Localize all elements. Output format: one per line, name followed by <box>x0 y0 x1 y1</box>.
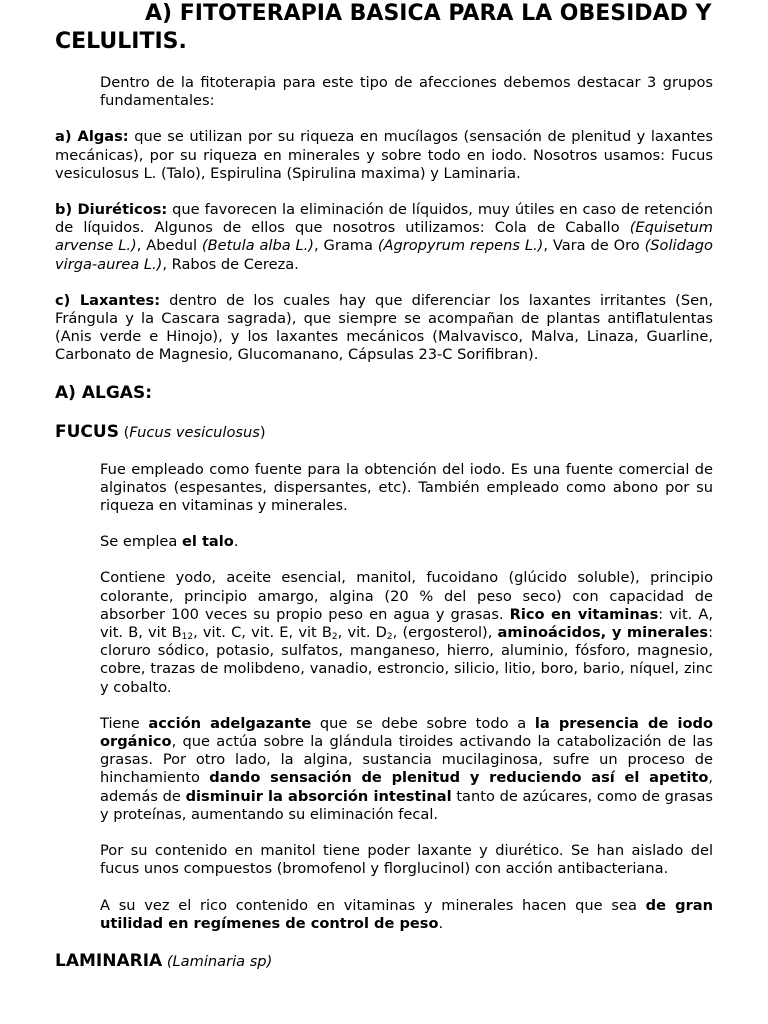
group-laxantes-label: c) Laxantes: <box>55 291 161 309</box>
group-diureticos-paragraph <box>55 201 713 274</box>
intro-paragraph: Dentro de la fitoterapia para este tipo de afecciones debemos destacar 3 grupos fundamentales: <box>100 74 713 110</box>
latin-name-agropyrum: (Agropyrum repens L.) <box>377 237 544 255</box>
emphasis-control-de-peso: de gran utilidad en regímenes de control de peso <box>100 896 714 932</box>
emphasis-el-talo: el talo <box>181 533 234 551</box>
group-diureticos-text-2: , Abedul <box>136 237 202 255</box>
latin-name-laminaria: (Laminaria sp) <box>162 952 273 970</box>
group-diureticos-text-3: , Grama <box>314 237 378 255</box>
fucus-paragraph-2: Se emplea el talo. <box>100 533 239 551</box>
section-heading-algas: A) ALGAS: <box>55 382 152 403</box>
fucus-paragraph-utility: A su vez el rico contenido en vitaminas y minerales hacen que sea de gran utilidad en regímenes de control de peso. <box>100 896 714 932</box>
fucus-paragraph-manitol: Por su contenido en manitol tiene poder laxante y diurético. Se han aislado del fucus unos compuestos (bromofenol y florglucinol) con acción antibacteriana. <box>100 842 713 878</box>
fucus-paragraph-1: Fue empleado como fuente para la obtención del iodo. Es una fuente comercial de alginatos (espesantes, dispersantes, etc). También empleado como abono por su riqueza en vitaminas y minerales. <box>100 460 713 515</box>
plant-name-laminaria: LAMINARIA <box>55 950 163 971</box>
emphasis-rico-en-vitaminas: Rico en vitaminas <box>509 605 659 623</box>
group-algas-label: a) Algas: <box>55 128 129 146</box>
plant-name-fucus: FUCUS <box>55 421 119 442</box>
emphasis-accion-adelgazante: acción adelgazante <box>148 714 312 732</box>
emphasis-disminuir-absorcion: disminuir la absorción intestinal <box>185 787 452 805</box>
group-diureticos-label: b) Diuréticos: <box>55 201 168 219</box>
latin-name-fucus: Fucus vesiculosus <box>129 423 260 441</box>
group-diureticos-text-5: , Rabos de Cereza. <box>162 255 299 273</box>
group-diureticos-text-1: que favorecen la eliminación de líquidos, muy útiles en caso de retención de líquidos. Algunos de ellos que nosotros utilizamos: Cola de Caballo <box>55 201 713 237</box>
group-laxantes-paragraph <box>55 292 713 365</box>
fucus-paragraph-action: Tiene acción adelgazante que se debe sobre todo a la presencia de iodo orgánico, que actúa sobre la glándula tiroides activando la catabolización de las grasas. Por otro lado, la algina, sustancia mucilaginosa, sufre un proceso de hinchamiento dando sensación de plenitud y reduciendo así el apetito, además de disminuir la absorción intestinal tanto de azúcares, como de grasas y proteínas, aumentando su eliminación fecal. <box>100 714 714 823</box>
group-diureticos-text-4: , Vara de Oro <box>543 237 645 255</box>
latin-name-equisetum: (Equisetum arvense L.) <box>55 219 713 255</box>
plant-heading-laminaria <box>55 950 713 973</box>
group-laxantes-text: dentro de los cuales hay que diferenciar los laxantes irritantes (Sen, Frángula y la Cascara sagrada), que siempre se acompañan de plantas antiflatulentas (Anis verde e Hinojo), y los laxantes mecánicos (Malvavisco, Malva, Linaza, Guarline, Carbonato de Magnesio, Glucomanano, Cápsulas 23-C Sorifibran). <box>55 291 713 364</box>
fucus-paragraph-composition: Contiene yodo, aceite esencial, manitol, fucoidano (glúcido soluble), principio colorante, principio amargo, algina (20 % del peso seco) con capacidad de absorber 100 veces su propio peso en agua y grasas. Rico en vitaminas: vit. A, vit. B, vit $B_{12}$, vit. C, vit. E, vit $B_2$, vit. $D_2$, (ergosterol), aminoácidos, y minerales: cloruro sódico, potasio, sulfatos, manganeso, hierro, aluminio, fósforo, magnesio, cobre, trazas de molibdeno, vanadio, estroncio, silicio, litio, boro, bario, níquel, zinc y cobalto. <box>100 569 713 696</box>
emphasis-sensacion-plenitud: dando sensación de plenitud y reduciendo así el apetito <box>209 769 709 787</box>
latin-name-solidago: (Solidago virga-aurea L.) <box>55 237 713 273</box>
title-line-2: CELULITIS. <box>55 29 187 54</box>
plant-heading-fucus: FUCUS (Fucus vesiculosus) <box>55 421 266 442</box>
latin-name-betula: (Betula alba L.) <box>201 237 314 255</box>
group-algas-paragraph <box>55 128 713 183</box>
emphasis-aminoacidos-minerales: aminoácidos, y minerales <box>497 624 709 642</box>
group-algas-text: que se utilizan por su riqueza en mucílagos (sensación de plenitud y laxantes mecánicas), por su riqueza en minerales y sobre todo en iodo. Nosotros usamos: Fucus vesiculosus L. (Talo), Espirulina (Spirulina maxima) y Laminaria. <box>55 128 713 182</box>
emphasis-iodo-organico: la presencia de iodo orgánico <box>100 714 713 751</box>
page-title <box>55 0 713 56</box>
title-line-1: A) FITOTERAPIA BASICA PARA LA OBESIDAD Y <box>145 1 712 26</box>
